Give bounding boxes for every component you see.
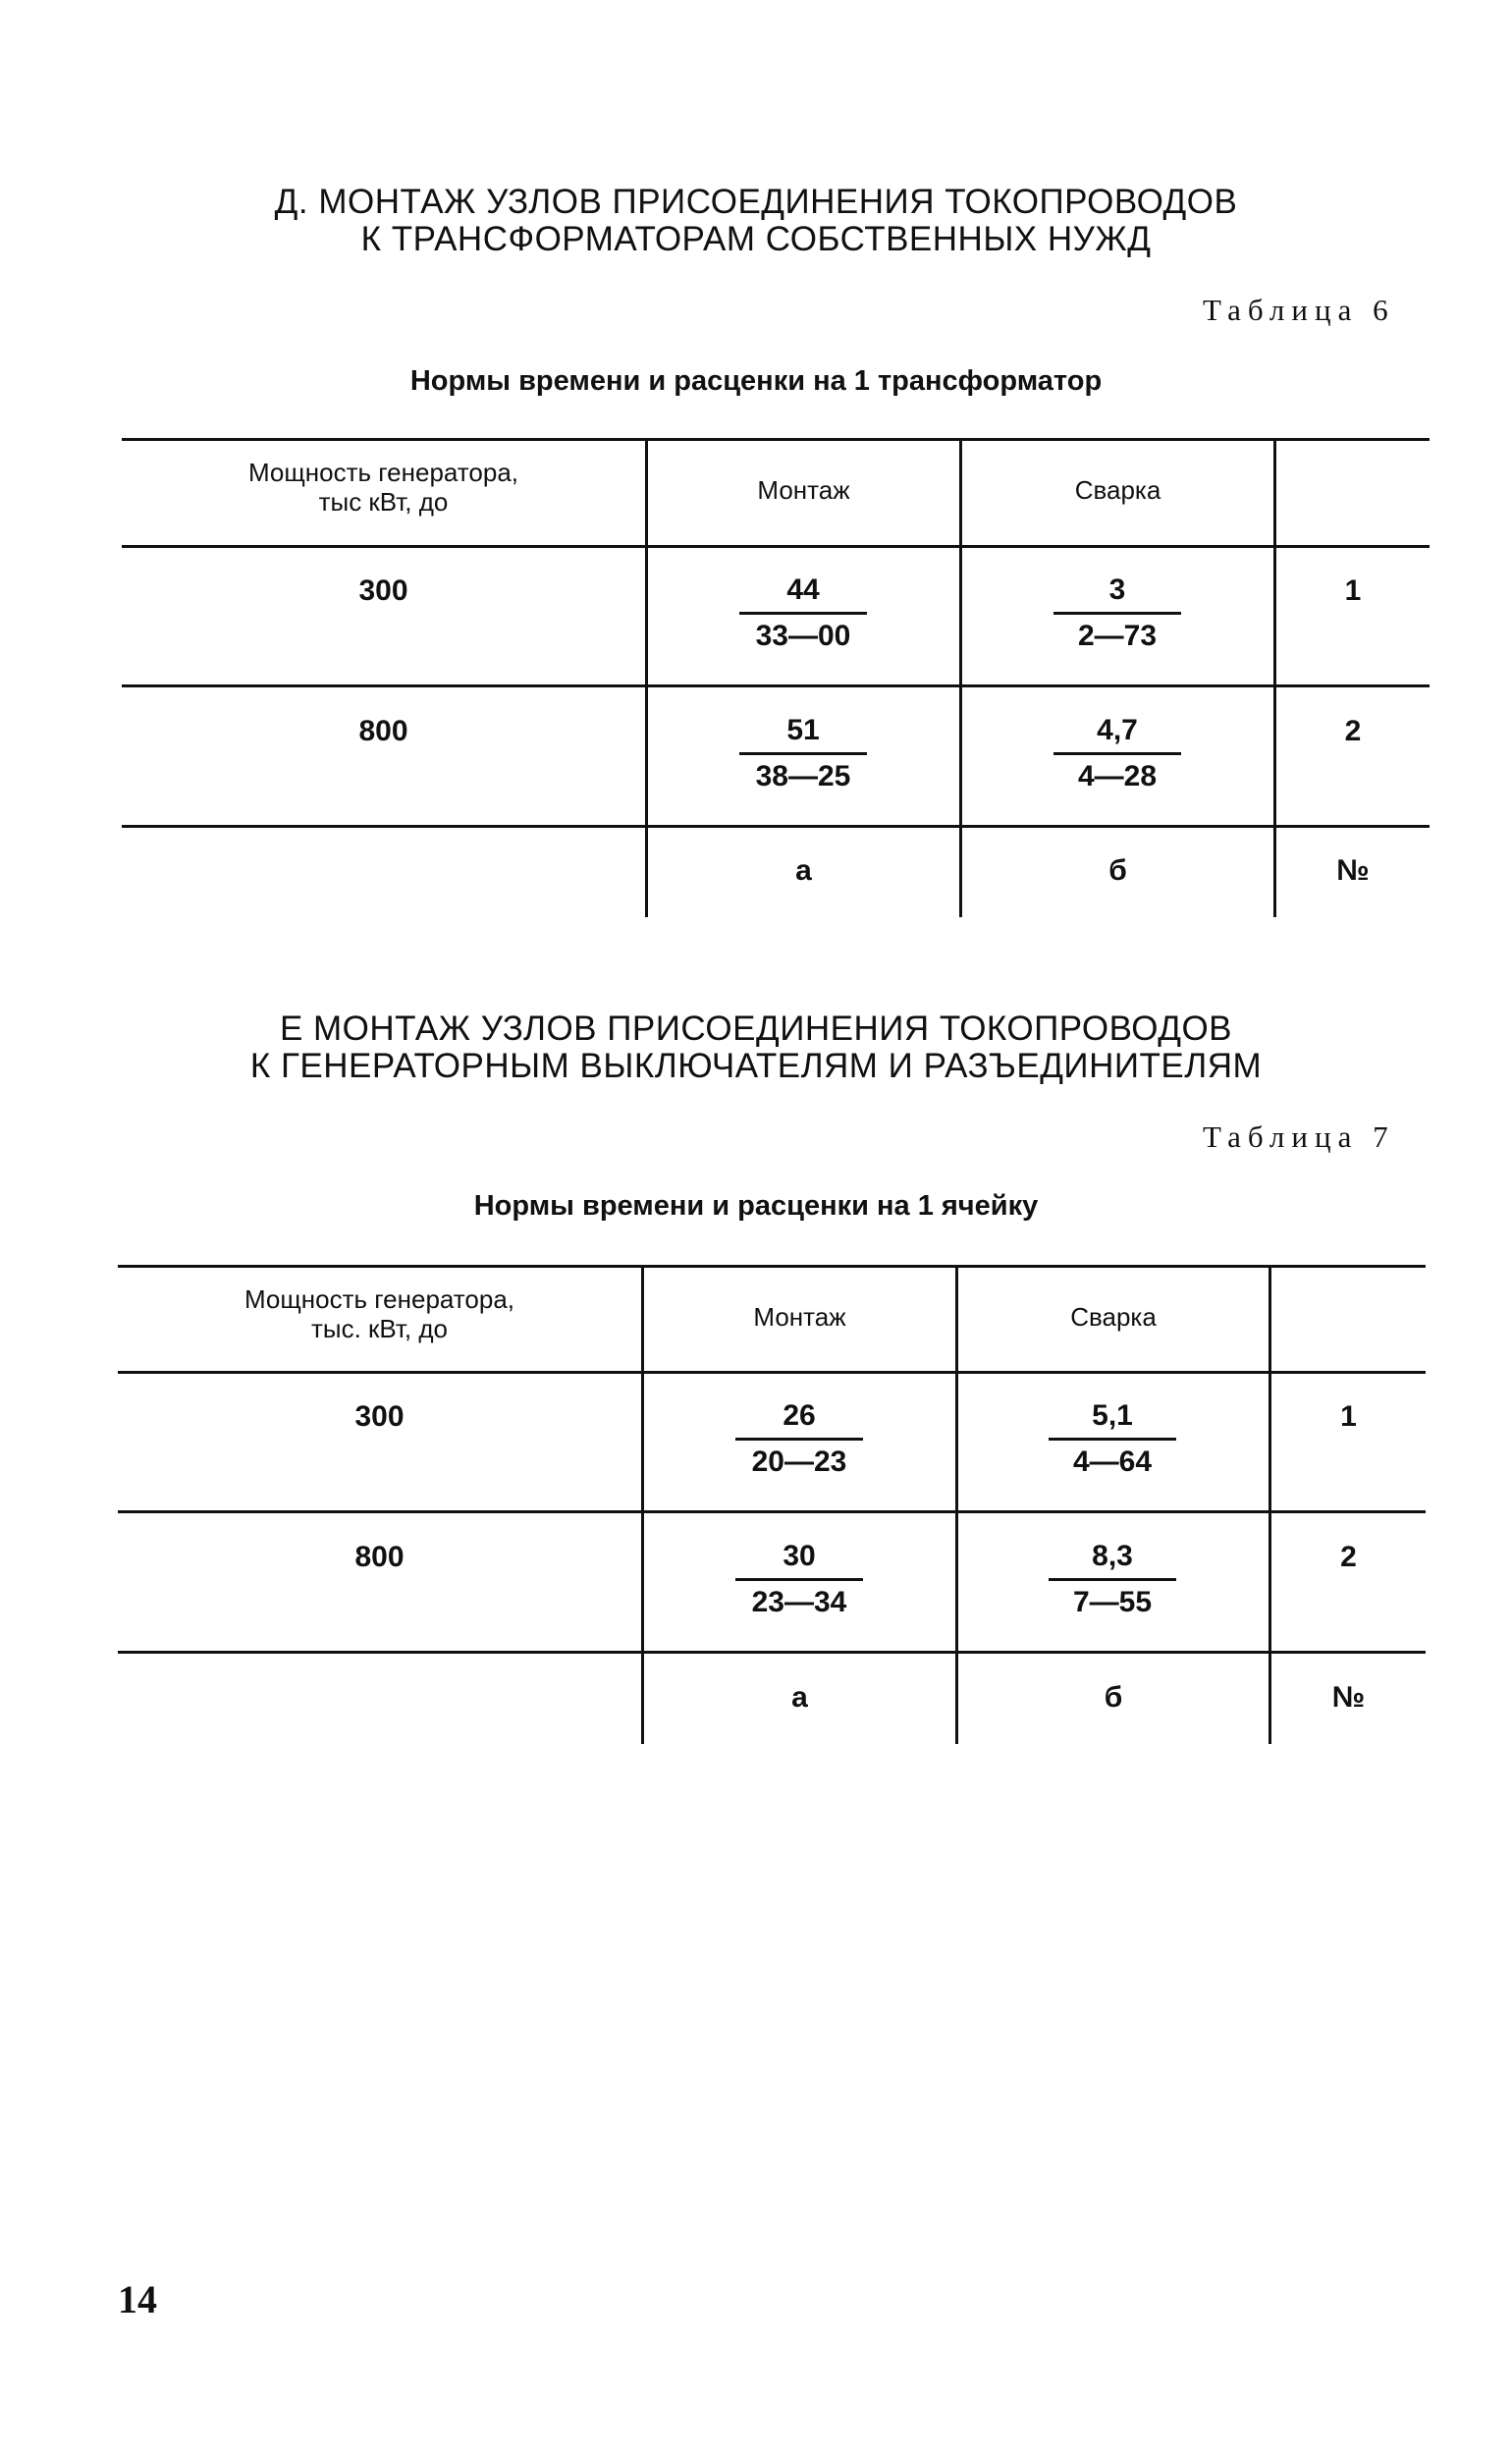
table-6-col-divider-1 — [645, 438, 648, 917]
table-7-row2-power: 800 — [354, 1541, 405, 1573]
table-6-col-divider-2 — [959, 438, 962, 917]
table-6-row2-montazh — [739, 715, 867, 792]
table-6-row1-svarka — [1053, 574, 1181, 652]
table-6-footer-no: № — [1336, 854, 1370, 887]
table-6-label: Таблица 6 — [1203, 293, 1395, 327]
table-7-row2-no: 2 — [1340, 1541, 1357, 1573]
table-6-header-power-line2: тыс кВт, до — [318, 487, 449, 517]
table-6-header-montazh: Монтаж — [757, 475, 850, 505]
table-7-row2-montazh — [735, 1541, 863, 1618]
table-6-row1-montazh — [739, 574, 867, 652]
table-7-row1-power: 300 — [354, 1400, 405, 1433]
table-6-header-svarka: Сварка — [1074, 475, 1161, 505]
table-6-header-power — [122, 458, 645, 517]
table-7-row1-svarka — [1049, 1400, 1176, 1478]
table-7-header-svarka: Сварка — [1070, 1302, 1157, 1332]
table-7-row1-montazh-price: 20—23 — [751, 1446, 847, 1478]
table-7-row2-rule — [118, 1651, 1426, 1654]
table-7-row1-svarka-price: 4—64 — [1072, 1446, 1153, 1478]
table-7-footer-a: а — [791, 1681, 808, 1714]
table-7-col-divider-1 — [641, 1265, 644, 1744]
table-7-row1-montazh-norm: 26 — [735, 1400, 863, 1441]
table-7-row2-montazh-norm: 30 — [735, 1541, 863, 1581]
table-7-header-power-line2: тыс. кВт, до — [310, 1314, 448, 1343]
table-7-col-divider-3 — [1269, 1265, 1271, 1744]
table-6-row2-svarka — [1053, 715, 1181, 792]
table-7-header-montazh: Монтаж — [753, 1302, 846, 1332]
table-6-row1-rule — [122, 684, 1430, 687]
table-7-caption: Нормы времени и расценки на 1 ячейку — [473, 1190, 1039, 1222]
table-7-row1-no: 1 — [1340, 1400, 1357, 1433]
table-6-row1-montazh-price: 33—00 — [755, 620, 851, 652]
table-7-row1-montazh — [735, 1400, 863, 1478]
table-7-footer-b: б — [1104, 1681, 1123, 1714]
section-e-title-line2: К ГЕНЕРАТОРНЫМ ВЫКЛЮЧАТЕЛЯМ И РАЗЪЕДИНИТЕЛЯМ — [249, 1047, 1263, 1085]
table-6-row2-no: 2 — [1344, 715, 1362, 747]
section-e-title-line1: Е МОНТАЖ УЗЛОВ ПРИСОЕДИНЕНИЯ ТОКОПРОВОДОВ — [279, 1009, 1233, 1048]
table-6-row2-montazh-price: 38—25 — [755, 760, 851, 792]
table-7-col-divider-2 — [955, 1265, 958, 1744]
table-6-row1-svarka-price: 2—73 — [1077, 620, 1158, 652]
section-d-title-line2: К ТРАНСФОРМАТОРАМ СОБСТВЕННЫХ НУЖД — [360, 220, 1152, 258]
table-6-row2-power: 800 — [358, 715, 408, 747]
table-7-top-rule — [118, 1265, 1426, 1268]
table-6-caption: Нормы времени и расценки на 1 трансформатор — [409, 365, 1103, 397]
table-6-row2-rule — [122, 825, 1430, 828]
table-6-top-rule — [122, 438, 1430, 441]
table-6-row1-no: 1 — [1344, 574, 1362, 607]
table-7-row2-svarka-norm: 8,3 — [1049, 1541, 1176, 1581]
page-number: 14 — [118, 2277, 157, 2321]
table-6-header-rule — [122, 545, 1430, 548]
table-6-row1-power: 300 — [358, 574, 408, 607]
section-d-title-line1: Д. МОНТАЖ УЗЛОВ ПРИСОЕДИНЕНИЯ ТОКОПРОВОДОВ — [274, 183, 1238, 221]
table-7-footer-no: № — [1331, 1681, 1366, 1714]
table-6-row2-svarka-price: 4—28 — [1077, 760, 1158, 792]
table-7-row1-rule — [118, 1510, 1426, 1513]
table-7-row2-svarka-price: 7—55 — [1072, 1586, 1153, 1618]
table-6-col-divider-3 — [1273, 438, 1276, 917]
table-6-row2-svarka-norm: 4,7 — [1053, 715, 1181, 755]
table-7-row1-svarka-norm: 5,1 — [1049, 1400, 1176, 1441]
table-7-header-power-line1: Мощность генератора, — [243, 1284, 515, 1314]
table-7-header-power — [118, 1284, 641, 1343]
table-6-row1-montazh-norm: 44 — [739, 574, 867, 615]
table-6-header-power-line1: Мощность генератора, — [247, 458, 519, 487]
table-7-header-rule — [118, 1371, 1426, 1374]
table-6-row2-montazh-norm: 51 — [739, 715, 867, 755]
table-6-row1-svarka-norm: 3 — [1053, 574, 1181, 615]
table-7-row2-svarka — [1049, 1541, 1176, 1618]
table-6-footer-b: б — [1108, 854, 1127, 887]
table-6-footer-a: а — [795, 854, 812, 887]
table-7-label: Таблица 7 — [1203, 1119, 1395, 1154]
table-7-row2-montazh-price: 23—34 — [751, 1586, 847, 1618]
